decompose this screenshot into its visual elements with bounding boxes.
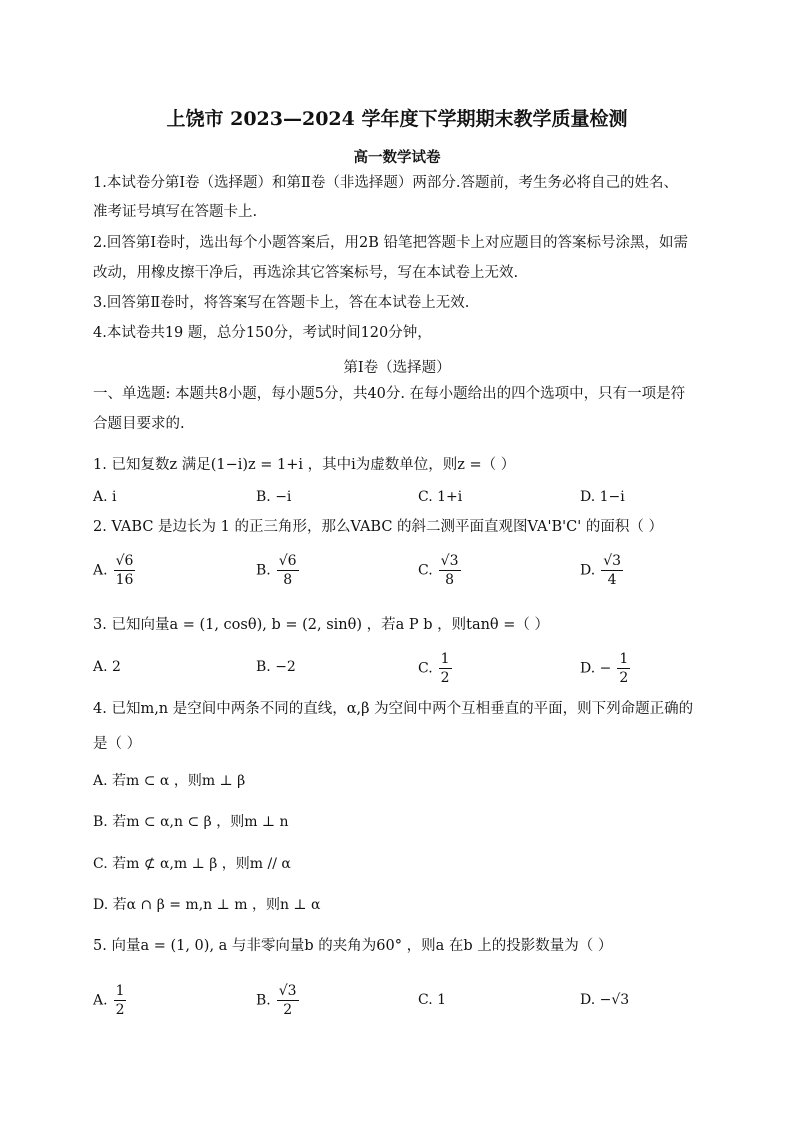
question-5-option-a: A. $\frac{1}{2}$ [93, 983, 125, 1018]
section-title: 第Ⅰ卷（选择题） [343, 360, 451, 376]
question-2-stem: 2. VABC 是边长为 1 的正三角形，那么VABC 的斜二测平面直观图VA'B'C' 的面积（ ） [93, 519, 663, 535]
question-5-option-c: C. 1 [418, 992, 447, 1008]
question-4-stem-cont: 是（ ） [93, 736, 142, 752]
instruction-line: 改动，用橡皮擦干净后，再选涂其它答案标号，写在本试卷上无效. [93, 265, 519, 281]
question-2-option-c: C. $\frac{√3}{8}$ [418, 553, 459, 588]
question-4-option-c: C. 若m ⊄ α,m ⊥ β ，则m // α [93, 856, 291, 872]
question-2-option-a: A. $\frac{√6}{16}$ [93, 553, 134, 588]
question-3-option-d: D. − $\frac{1}{2}$ [580, 651, 629, 686]
question-3-option-a: A. 2 [93, 659, 121, 675]
question-1-option-d: D. 1−i [580, 489, 625, 505]
exam-subtitle: 高一数学试卷 [353, 149, 441, 166]
part-intro-line: 一、单选题: 本题共8小题，每小题5分，共40分. 在每小题给出的四个选项中，只有一项是符 [93, 386, 686, 402]
question-3-stem: 3. 已知向量a = (1, cosθ), b = (2, sinθ) ，若a P b ，则tanθ =（ ） [93, 617, 550, 633]
question-2-option-d: D. $\frac{√3}{4}$ [580, 553, 622, 588]
instruction-line: 1.本试卷分第Ⅰ卷（选择题）和第Ⅱ卷（非选择题）两部分.答题前，考生务必将自己的姓名、 [93, 175, 679, 191]
question-4-option-d: D. 若α ∩ β = m,n ⊥ m ，则n ⊥ α [93, 897, 321, 913]
instruction-line: 3.回答第Ⅱ卷时，将答案写在答题卡上，答在本试卷上无效. [93, 295, 470, 311]
instruction-line: 4.本试卷共19 题，总分150分，考试时间120分钟， [93, 325, 432, 341]
question-4-option-a: A. 若m ⊂ α ，则m ⊥ β [93, 773, 246, 789]
part-intro-line: 合题目要求的. [93, 416, 185, 432]
question-5-option-b: B. $\frac{√3}{2}$ [256, 983, 297, 1018]
exam-title: 上饶市 2023—2024 学年度下学期期末教学质量检测 [166, 108, 628, 130]
question-1-option-c: C. 1+i [418, 489, 463, 505]
question-4-stem: 4. 已知m,n 是空间中两条不同的直线，α,β 为空间中两个互相垂直的平面，则下列命题正确的 [93, 701, 694, 717]
question-5-stem: 5. 向量a = (1, 0), a 与非零向量b 的夹角为60° ，则a 在b 上的投影数量为（ ） [93, 938, 613, 954]
instruction-line: 2.回答第Ⅰ卷时，选出每个小题答案后，用2B 铅笔把答题卡上对应题目的答案标号涂黑，如需 [93, 235, 689, 251]
question-1-option-a: A. i [93, 489, 117, 505]
question-5-option-d: D. −√3 [580, 992, 630, 1008]
question-3-option-c: C. $\frac{1}{2}$ [418, 651, 450, 686]
question-1-option-b: B. −i [256, 489, 292, 505]
question-3-option-b: B. −2 [256, 659, 296, 675]
question-1-stem: 1. 已知复数z 满足(1−i)z = 1+i ，其中i为虚数单位，则z =（ ） [93, 457, 516, 473]
question-4-option-b: B. 若m ⊂ α,n ⊂ β ，则m ⊥ n [93, 814, 289, 830]
instruction-line: 准考证号填写在答题卡上. [93, 204, 258, 220]
question-2-option-b: B. $\frac{√6}{8}$ [256, 553, 297, 588]
